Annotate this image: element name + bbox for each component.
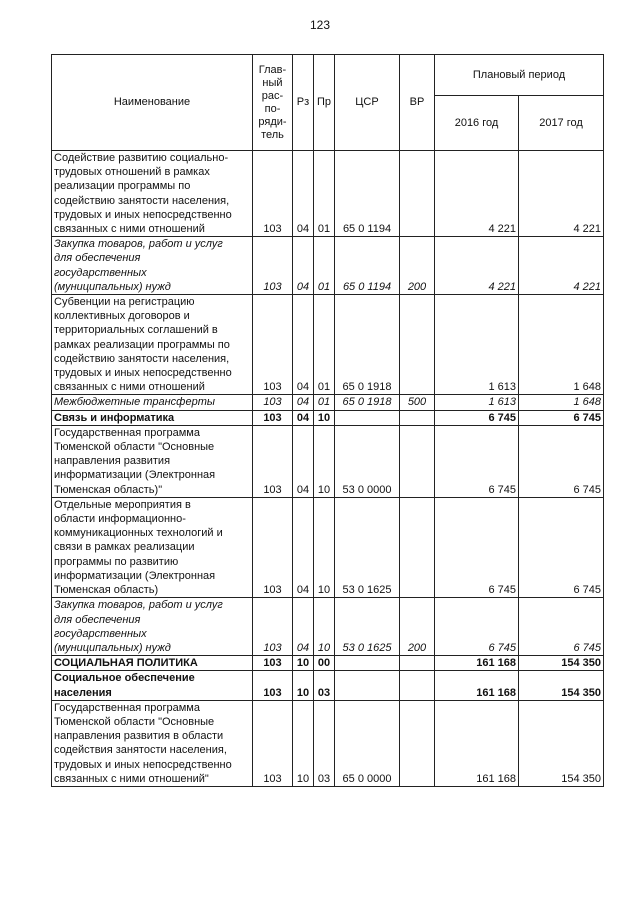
row-name-line: реализации программы по <box>54 180 191 193</box>
cell-vr <box>400 671 435 700</box>
cell-rz: 10 <box>293 656 314 671</box>
cell-csr <box>335 410 400 425</box>
cell-csr: 53 0 0000 <box>335 425 400 497</box>
cell-csr <box>335 656 400 671</box>
row-name-line: Государственная программа <box>54 701 200 714</box>
cell-glavny: 103 <box>253 656 293 671</box>
row-name-line: Межбюджетные трансферты <box>54 396 215 409</box>
row-name-line: трудовых и иных непосредственно <box>54 758 232 771</box>
cell-pr: 01 <box>314 395 335 410</box>
row-name-line: трудовых отношений в рамках <box>54 166 210 179</box>
cell-csr: 53 0 1625 <box>335 497 400 597</box>
row-name-line: содействию занятости населения, <box>54 352 230 365</box>
cell-csr: 65 0 1194 <box>335 237 400 295</box>
row-name-line: Отдельные мероприятия в <box>54 498 191 511</box>
row-name-line: коллективных договоров и <box>54 310 190 323</box>
row-name <box>52 395 253 410</box>
budget-table <box>51 54 604 787</box>
cell-y2016: 4 221 <box>435 151 519 237</box>
row-name-line: коммуникационных технологий и <box>54 527 223 540</box>
row-name-line: информатизации (Электронная <box>54 569 216 582</box>
cell-glavny: 103 <box>253 151 293 237</box>
row-name-line: рамках реализации программы по <box>54 338 230 351</box>
row-name-line: населения <box>54 686 112 699</box>
cell-vr: 500 <box>400 395 435 410</box>
cell-y2016: 6 745 <box>435 425 519 497</box>
row-name-line: направления развития в области <box>54 730 224 743</box>
row-name <box>52 151 253 237</box>
row-name-line: направления развития <box>54 455 171 468</box>
cell-y2016: 6 745 <box>435 497 519 597</box>
table-row <box>52 671 604 700</box>
cell-rz: 10 <box>293 671 314 700</box>
table-row <box>52 700 604 786</box>
row-name-line: информатизации (Электронная <box>54 469 216 482</box>
cell-pr: 10 <box>314 497 335 597</box>
cell-csr <box>335 671 400 700</box>
row-name-line: связанных с ними отношений" <box>54 772 209 785</box>
row-name-line: содействия занятости населения, <box>54 744 227 757</box>
cell-glavny: 103 <box>253 671 293 700</box>
header-rz: Рз <box>293 55 314 151</box>
cell-glavny: 103 <box>253 700 293 786</box>
table-row <box>52 656 604 671</box>
header-glavny-line: по- <box>264 102 281 115</box>
cell-rz: 04 <box>293 410 314 425</box>
cell-glavny: 103 <box>253 237 293 295</box>
row-name-line: для обеспечения <box>54 613 141 626</box>
cell-vr <box>400 425 435 497</box>
header-pr: Пр <box>314 55 335 151</box>
cell-vr <box>400 656 435 671</box>
table-row <box>52 395 604 410</box>
row-name-line: для обеспечения <box>54 252 141 265</box>
cell-y2017: 4 221 <box>519 237 604 295</box>
row-name-line: области информационно- <box>54 513 186 526</box>
cell-rz: 10 <box>293 700 314 786</box>
cell-csr: 53 0 1625 <box>335 598 400 656</box>
cell-y2016: 6 745 <box>435 410 519 425</box>
row-name-line: Содействие развитию социально- <box>54 152 229 164</box>
table-row <box>52 497 604 597</box>
cell-rz: 04 <box>293 295 314 395</box>
cell-y2017: 154 350 <box>519 671 604 700</box>
row-name-line: связанных с ними отношений <box>54 223 205 236</box>
page-number: 123 <box>309 18 331 32</box>
cell-pr: 01 <box>314 295 335 395</box>
row-name-line: СОЦИАЛЬНАЯ ПОЛИТИКА <box>54 657 198 670</box>
row-name-line: содействию занятости населения, <box>54 194 230 207</box>
cell-vr <box>400 410 435 425</box>
cell-glavny: 103 <box>253 425 293 497</box>
cell-y2017: 6 745 <box>519 598 604 656</box>
cell-csr: 65 0 1918 <box>335 295 400 395</box>
cell-csr: 65 0 1194 <box>335 151 400 237</box>
row-name-line: Тюменская область) <box>54 584 159 597</box>
cell-glavny: 103 <box>253 295 293 395</box>
header-year-2016: 2016 год <box>435 96 519 151</box>
header-glavny-line: рас- <box>261 89 284 102</box>
row-name <box>52 237 253 295</box>
cell-y2016: 161 168 <box>435 671 519 700</box>
cell-vr: 200 <box>400 598 435 656</box>
row-name <box>52 671 253 700</box>
header-plan-period: Плановый период <box>435 55 604 96</box>
cell-rz: 04 <box>293 425 314 497</box>
cell-rz: 04 <box>293 497 314 597</box>
row-name <box>52 656 253 671</box>
row-name <box>52 497 253 597</box>
header-csr: ЦСР <box>335 55 400 151</box>
cell-y2017: 6 745 <box>519 410 604 425</box>
cell-vr <box>400 295 435 395</box>
cell-y2017: 6 745 <box>519 425 604 497</box>
table-row <box>52 151 604 237</box>
cell-y2016: 1 613 <box>435 395 519 410</box>
cell-pr: 10 <box>314 598 335 656</box>
row-name-line: Закупка товаров, работ и услуг <box>54 599 223 612</box>
cell-pr: 10 <box>314 410 335 425</box>
row-name-line: (муниципальных) нужд <box>54 280 171 293</box>
table-row <box>52 425 604 497</box>
cell-pr: 03 <box>314 671 335 700</box>
cell-csr: 65 0 1918 <box>335 395 400 410</box>
cell-y2016: 161 168 <box>435 700 519 786</box>
cell-pr: 10 <box>314 425 335 497</box>
cell-vr <box>400 497 435 597</box>
row-name <box>52 410 253 425</box>
row-name-line: Тюменской области "Основные <box>54 441 215 454</box>
cell-pr: 01 <box>314 237 335 295</box>
table-row <box>52 598 604 656</box>
cell-glavny: 103 <box>253 497 293 597</box>
header-glavny-line: Глав- <box>258 63 287 76</box>
table-body <box>52 151 604 787</box>
cell-rz: 04 <box>293 151 314 237</box>
header-year-2017: 2017 год <box>519 96 604 151</box>
row-name-line: трудовых и иных непосредственно <box>54 208 232 221</box>
cell-vr <box>400 700 435 786</box>
header-glavny-line: ный <box>262 76 283 89</box>
cell-y2016: 6 745 <box>435 598 519 656</box>
cell-glavny: 103 <box>253 395 293 410</box>
table-row <box>52 410 604 425</box>
header-vr: ВР <box>400 55 435 151</box>
row-name-line: государственных <box>54 266 147 279</box>
cell-y2016: 4 221 <box>435 237 519 295</box>
header-glavny-line: ряди- <box>258 115 287 128</box>
row-name-line: государственных <box>54 627 147 640</box>
row-name-line: Тюменской области "Основные <box>54 715 215 728</box>
table-row <box>52 237 604 295</box>
cell-pr: 03 <box>314 700 335 786</box>
cell-vr <box>400 151 435 237</box>
row-name-line: Субвенции на регистрацию <box>54 296 195 309</box>
row-name-line: Закупка товаров, работ и услуг <box>54 238 223 251</box>
cell-y2017: 4 221 <box>519 151 604 237</box>
cell-pr: 00 <box>314 656 335 671</box>
cell-glavny: 103 <box>253 410 293 425</box>
row-name-line: Государственная программа <box>54 426 200 439</box>
cell-y2017: 6 745 <box>519 497 604 597</box>
row-name <box>52 700 253 786</box>
row-name <box>52 295 253 395</box>
cell-y2016: 161 168 <box>435 656 519 671</box>
row-name-line: трудовых и иных непосредственно <box>54 367 232 380</box>
cell-csr: 65 0 0000 <box>335 700 400 786</box>
row-name-line: программы по развитию <box>54 555 179 568</box>
row-name-line: территориальных соглашений в <box>54 324 218 337</box>
cell-glavny: 103 <box>253 598 293 656</box>
cell-y2016: 1 613 <box>435 295 519 395</box>
row-name-line: Социальное обеспечение <box>54 672 195 685</box>
row-name <box>52 598 253 656</box>
header-glavny <box>253 55 293 151</box>
row-name-line: Тюменская область)" <box>54 483 163 496</box>
cell-rz: 04 <box>293 395 314 410</box>
table-row <box>52 295 604 395</box>
cell-y2017: 154 350 <box>519 700 604 786</box>
cell-vr: 200 <box>400 237 435 295</box>
cell-y2017: 1 648 <box>519 395 604 410</box>
row-name <box>52 425 253 497</box>
row-name-line: связи в рамках реализации <box>54 541 195 554</box>
header-name: Наименование <box>52 55 253 151</box>
row-name-line: Связь и информатика <box>54 411 175 424</box>
row-name-line: связанных с ними отношений <box>54 381 205 394</box>
cell-pr: 01 <box>314 151 335 237</box>
header-glavny-line: тель <box>261 128 284 141</box>
cell-rz: 04 <box>293 598 314 656</box>
cell-y2017: 154 350 <box>519 656 604 671</box>
cell-rz: 04 <box>293 237 314 295</box>
cell-y2017: 1 648 <box>519 295 604 395</box>
row-name-line: (муниципальных) нужд <box>54 641 171 654</box>
